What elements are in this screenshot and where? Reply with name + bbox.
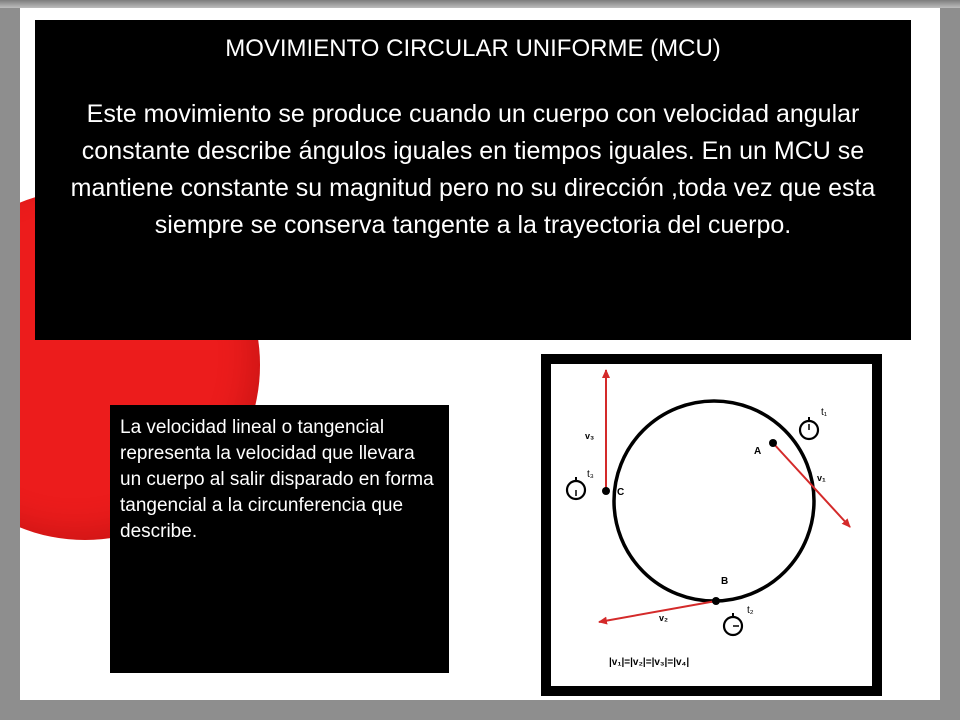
tangential-velocity-text: La velocidad lineal o tangencial representa la velocidad que llevara un cuerpo al salir disparado en forma tangencial a la circunferencia que describe. bbox=[120, 417, 434, 542]
point-a-label: A bbox=[754, 446, 762, 457]
point-c-label: C bbox=[617, 487, 625, 498]
point-b-label: B bbox=[721, 576, 729, 587]
equal-magnitudes-equation: |v₁|=|v₂|=|v₃|=|v₄| bbox=[609, 657, 690, 668]
slide-frame-top bbox=[0, 0, 960, 8]
slide-description: Este movimiento se produce cuando un cuerpo con velocidad angular constante describe ángulos iguales en tiempos iguales. En un MCU se mantiene constante su magnitud pero no su dirección ,toda vez que esta siempre se conserva tangente a la trayectoria del cuerpo. bbox=[70, 100, 876, 239]
velocity-v2-label: v₂ bbox=[659, 613, 669, 623]
time-t1-label: t₁ bbox=[821, 407, 828, 418]
velocity-v1-label: v₁ bbox=[817, 473, 826, 483]
time-t2-label: t₂ bbox=[747, 605, 754, 616]
velocity-v3-label: v₃ bbox=[585, 431, 595, 441]
time-t3-label: t₃ bbox=[587, 469, 594, 480]
slide-title: MOVIMIENTO CIRCULAR UNIFORME (MCU) bbox=[225, 35, 721, 62]
